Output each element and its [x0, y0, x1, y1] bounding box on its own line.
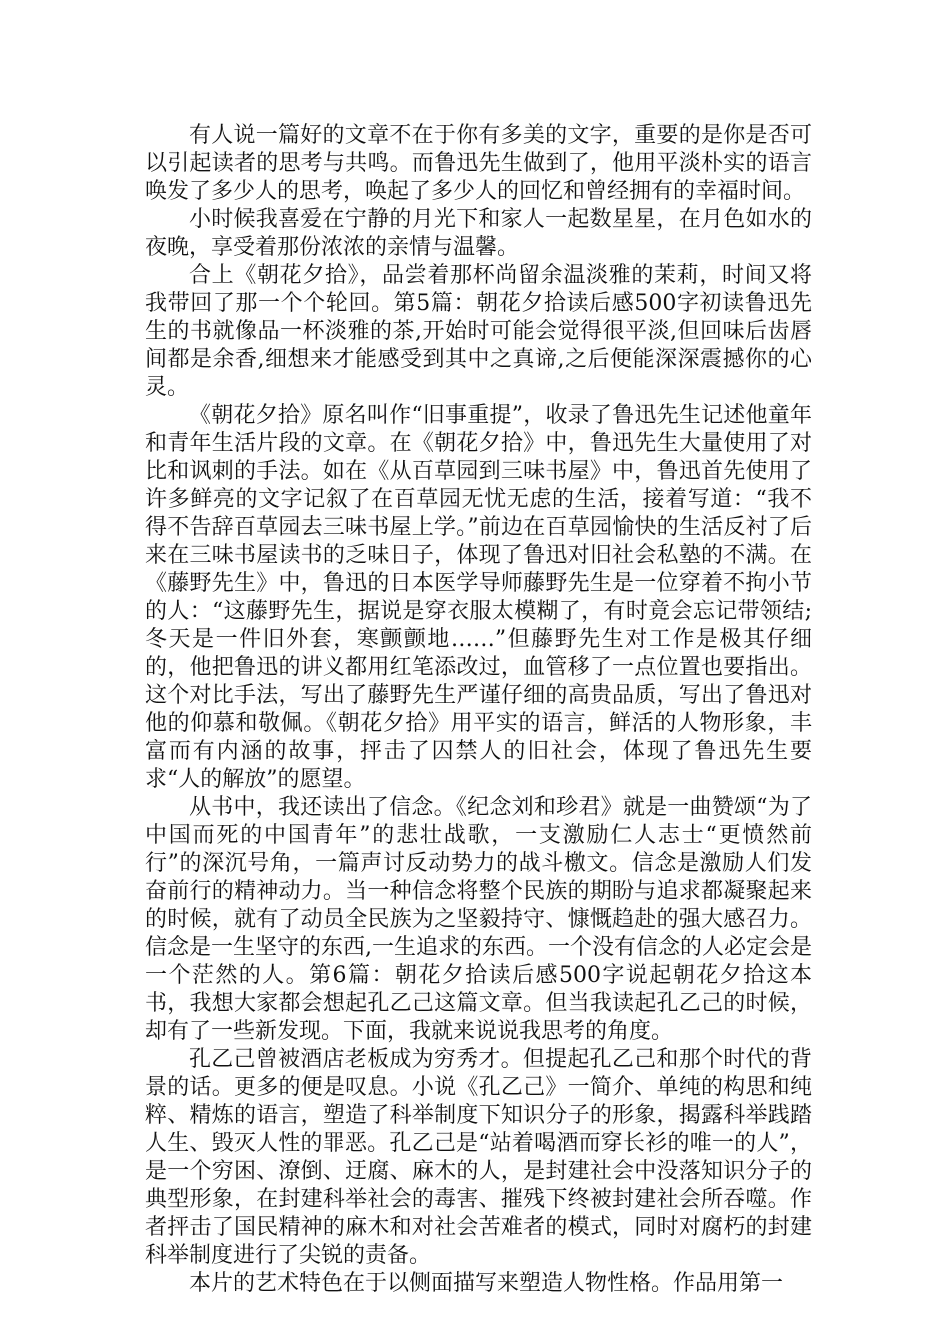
paragraph-3: 合上《朝花夕拾》，品尝着那杯尚留余温淡雅的茉莉，时间又将我带回了那一个个轮回。第5篇：朝花夕拾读后感500字初读鲁迅先生的书就像品一杯淡雅的茶,开始时可能会觉得很平淡,但回味后齿唇间都是余香,细想来才能感受到其中之真谛,之后便能深深震撼你的心灵。 — [145, 263, 812, 400]
paragraph-1: 有人说一篇好的文章不在于你有多美的文字，重要的是你是否可以引起读者的思考与共鸣。而鲁迅先生做到了，他用平淡朴实的语言唤发了多少人的思考，唤起了多少人的回忆和曾经拥有的幸福时间。 — [145, 123, 812, 204]
paragraph-6: 孔乙己曾被酒店老板成为穷秀才。但提起孔乙己和那个时代的背景的话。更多的便是叹息。小说《孔乙己》一简介、单纯的构思和纯粹、精炼的语言，塑造了科举制度下知识分子的形象，揭露科举践踏人生、毁灭人性的罪恶。孔乙己是“站着喝酒而穿长衫的唯一的人”，是一个穷困、潦倒、迂腐、麻木的人，是封建社会中没落知识分子的典型形象，在封建科举社会的毒害、摧残下终被封建社会所吞噬。作者抨击了国民精神的麻木和对社会苦难者的模式，同时对腐朽的封建科举制度进行了尖锐的责备。 — [145, 1047, 812, 1268]
paragraph-7: 本片的艺术特色在于以侧面描写来塑造人物性格。作品用第一 — [189, 1271, 784, 1296]
paragraph-2: 小时候我喜爱在宁静的月光下和家人一起数星星，在月色如水的夜晚，享受着那份浓浓的亲情与温馨。 — [145, 207, 812, 260]
document-body — [145, 122, 812, 1298]
paragraph-4: 《朝花夕拾》原名叫作“旧事重提”，收录了鲁迅先生记述他童年和青年生活片段的文章。在《朝花夕拾》中，鲁迅先生大量使用了对比和讽刺的手法。如在《从百草园到三味书屋》中，鲁迅首先使用了许多鲜亮的文字记叙了在百草园无忧无虑的生活，接着写道：“我不得不告辞百草园去三味书屋上学。”前边在百草园愉快的生活反衬了后来在三味书屋读书的乏味日子，体现了鲁迅对旧社会私塾的不满。在《藤野先生》中，鲁迅的日本医学导师藤野先生是一位穿着不拘小节的人：“这藤野先生，据说是穿衣服太模糊了，有时竟会忘记带领结;冬天是一件旧外套，寒颤颤地……”但藤野先生对工作是极其仔细的，他把鲁迅的讲义都用红笔添改过，血管移了一点位置也要指出。这个对比手法，写出了藤野先生严谨仔细的高贵品质，写出了鲁迅对他的仰慕和敬佩。《朝花夕拾》用平实的语言，鲜活的人物形象，丰富而有内涵的故事，抨击了囚禁人的旧社会，体现了鲁迅先生要求“人的解放”的愿望。 — [145, 403, 812, 792]
paragraph-5: 从书中，我还读出了信念。《纪念刘和珍君》就是一曲赞颂“为了中国而死的中国青年”的悲壮战歌，一支激励仁人志士“更愤然前行”的深沉号角，一篇声讨反动势力的战斗檄文。信念是激励人们发奋前行的精神动力。当一种信念将整个民族的期盼与追求都凝聚起来的时候，就有了动员全民族为之坚毅持守、慷慨趋赴的强大感召力。信念是一生坚守的东西,一生追求的东西。一个没有信念的人必定会是一个茫然的人。第6篇：朝花夕拾读后感500字说起朝花夕拾这本书，我想大家都会想起孔乙己这篇文章。但当我读起孔乙己的时候，却有了一些新发现。下面，我就来说说我思考的角度。 — [145, 795, 812, 1044]
